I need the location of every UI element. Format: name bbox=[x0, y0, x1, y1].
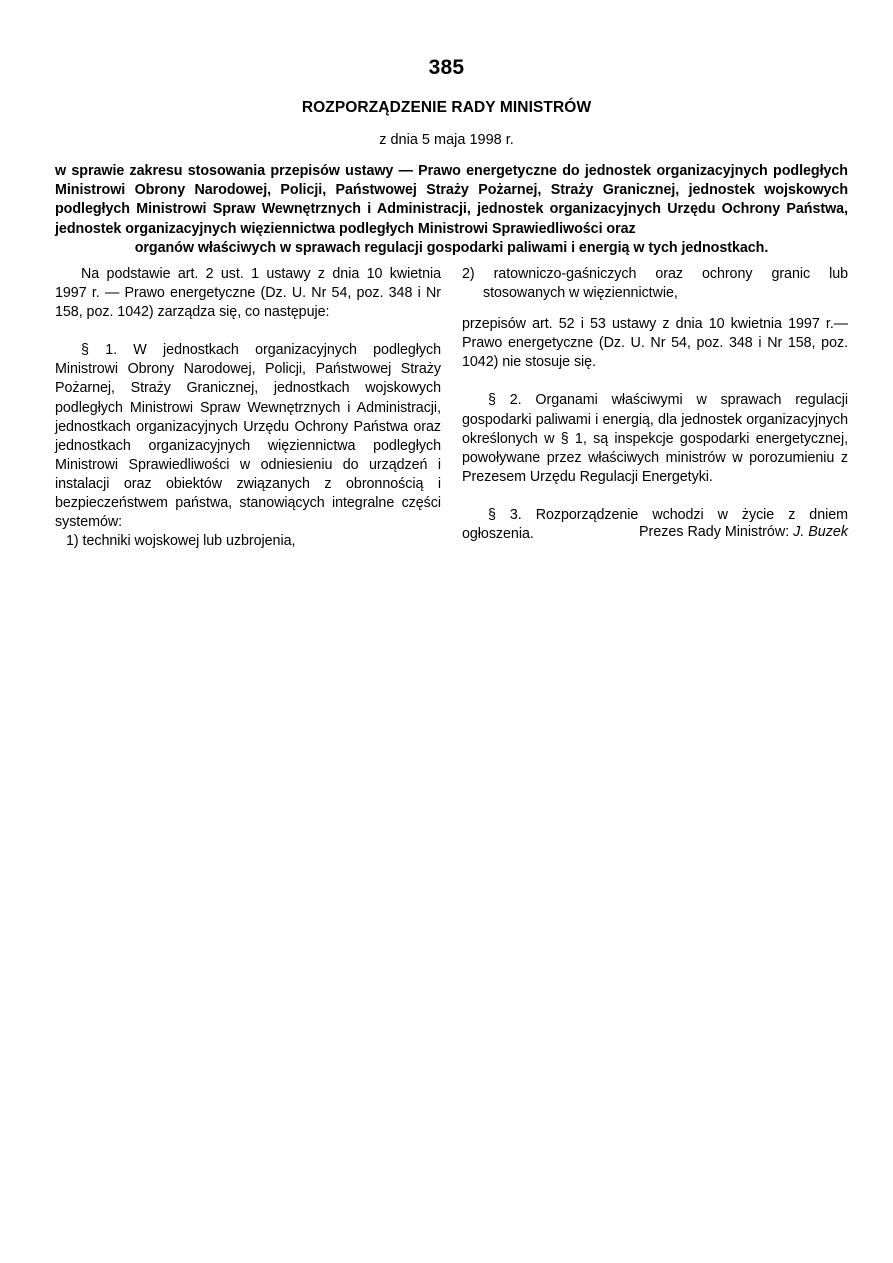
signature-line bbox=[462, 523, 848, 542]
body-column-left bbox=[55, 265, 441, 551]
list-item-2: 2) ratowniczo-gaśniczych oraz ochrony granic lub stosowanych w więziennictwie, bbox=[462, 266, 848, 302]
document-subject bbox=[55, 162, 848, 258]
document-subject-last-line: organów właściwych w sprawach regulacji gospodarki paliwami i energią w tych jednostkach. bbox=[134, 239, 769, 256]
document-number: 385 bbox=[428, 56, 465, 79]
section-2-paragraph: § 2. Organami właściwymi w sprawach regulacji gospodarki paliwami i energią, dla jednostek organizacyjnych określonych w § 1, są inspekcje gospodarki energetycznej, powoływane przez właściwych ministrów w porozumieniu z Prezesem Urzędu Regulacji Energetyki. bbox=[462, 392, 848, 485]
document-date-line: z dnia 5 maja 1998 r. bbox=[379, 132, 514, 148]
list-item-1: 1) techniki wojskowej lub uzbrojenia, bbox=[66, 533, 296, 550]
signature-title: Prezes Rady Ministrów: bbox=[639, 524, 790, 540]
preamble-paragraph: Na podstawie art. 2 ust. 1 ustawy z dnia 10 kwietnia 1997 r. — Prawo energetyczne (Dz. U. Nr 54, poz. 348 i Nr 158, poz. 1042) zarządza się, co następuje: bbox=[55, 266, 441, 321]
document-kind-heading: ROZPORZĄDZENIE RADY MINISTRÓW bbox=[301, 99, 592, 116]
section-1-paragraph: § 1. W jednostkach organizacyjnych podległych Ministrowi Obrony Narodowej, Policji, Państwowej Straży Pożarnej, Straży Granicznej, jednostkach wojskowych podległych Ministrowi Spraw Wewnętrznych i Administracji, jednostkach organizacyjnych Urzędu Ochrony Państwa oraz jednostkach organizacyjnych więziennictwa podległych Ministrowi Sprawiedliwości w odniesieniu do urządzeń i instalacji oraz obiektów związanych z obronnością i bezpieczeństwem państwa, stanowiących integralne części systemów: bbox=[55, 342, 441, 531]
document-subject-main: w sprawie zakresu stosowania przepisów ustawy — Prawo energetyczne do jednostek organizacyjnych podległych Ministrowi Obrony Narodowej, Policji, Państwowej Straży Pożarnej, Straży Granicznej, jednostek wojskowych podległych Ministrowi Spraw Wewnętrznych i Administracji, jednostek organizacyjnych Urzędu Ochrony Państwa, jednostek organizacyjnych więziennictwa podległych Ministrowi Sprawiedliwości oraz bbox=[55, 163, 848, 237]
signature-name: J. Buzek bbox=[793, 524, 848, 540]
section-1-continuation: przepisów art. 52 i 53 ustawy z dnia 10 kwietnia 1997 r.— Prawo energetyczne (Dz. U. Nr 54, poz. 348 i Nr 158, poz. 1042) nie stosuje się. bbox=[462, 316, 848, 371]
body-column-right bbox=[462, 265, 848, 544]
section-3-paragraph: § 3. Rozporządzenie wchodzi w życie z dniem ogłoszenia. bbox=[462, 506, 848, 543]
